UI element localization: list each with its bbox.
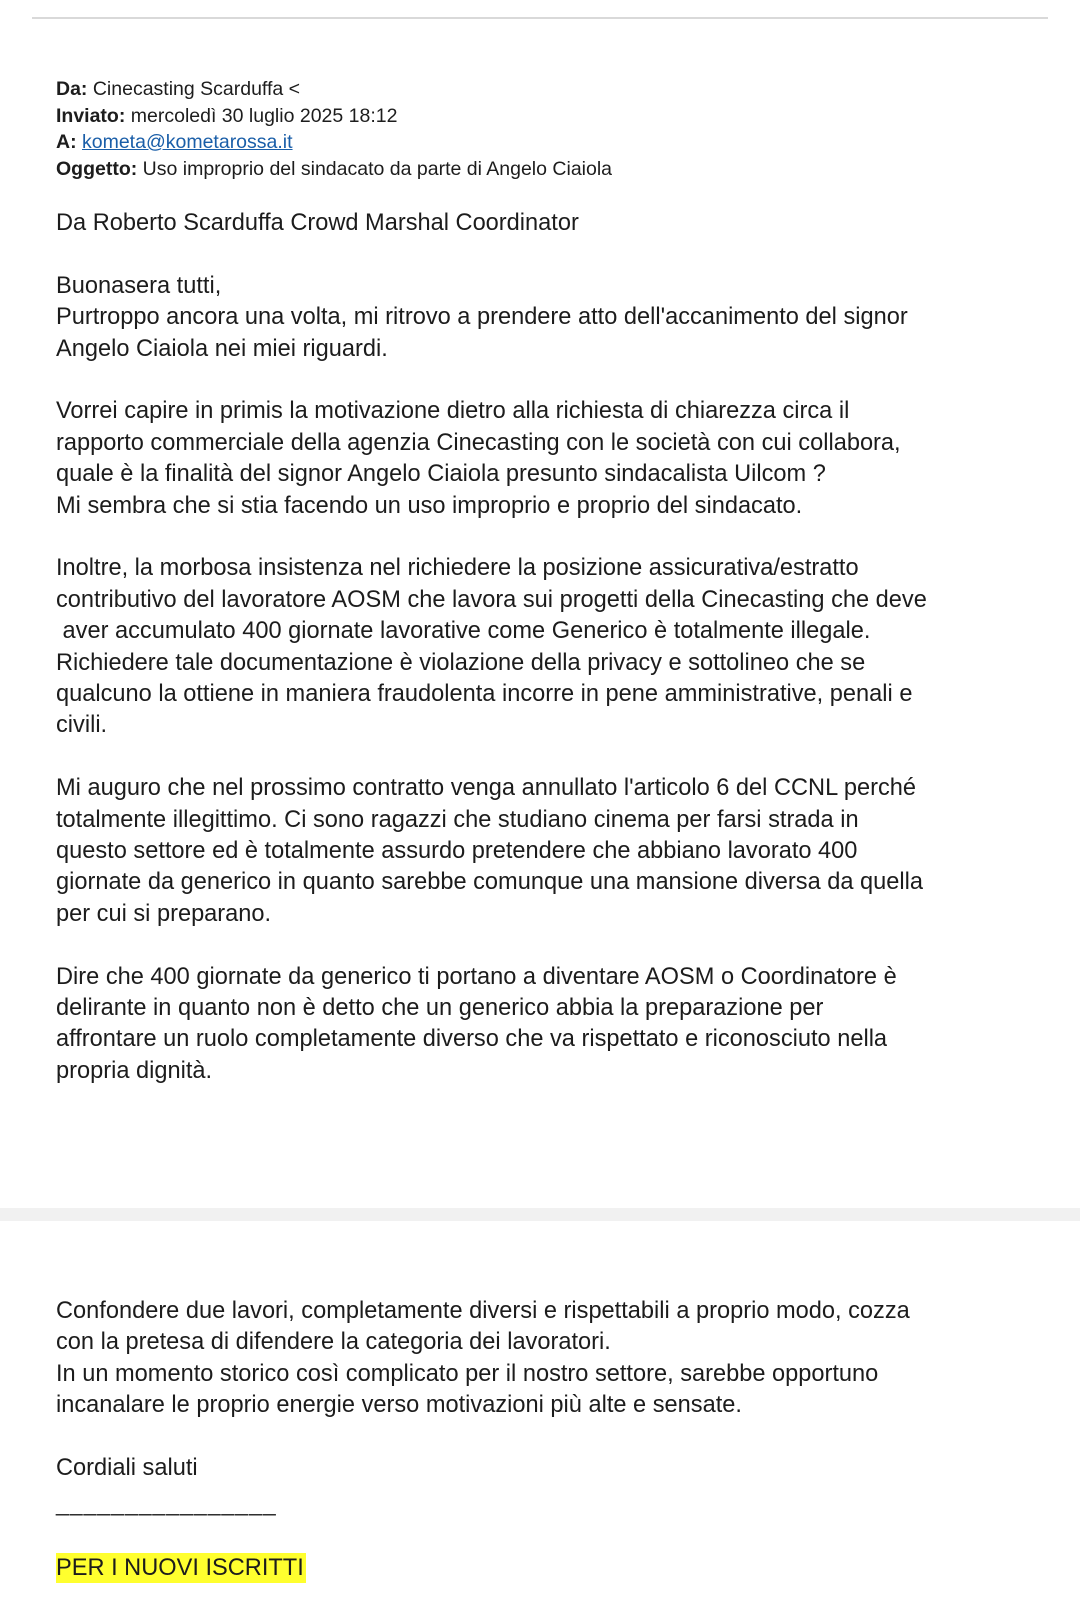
paragraph-3-line: contributivo del lavoratore AOSM che lavora sui progetti della Cinecasting che deve (56, 586, 927, 613)
sent-value: mercoledì 30 luglio 2025 18:12 (130, 104, 398, 127)
from-line (56, 76, 612, 103)
paragraph-2-line: Mi sembra che si stia facendo un uso improprio e proprio del sindacato. (56, 492, 803, 519)
paragraph-5-line: delirante in quanto non è detto che un generico abbia la preparazione per (56, 995, 824, 1022)
paragraph-6-line: In un momento storico così complicato per il nostro settore, sarebbe opportuno (56, 1360, 879, 1387)
email-header (56, 76, 612, 182)
paragraph-4-line: per cui si preparano. (56, 900, 272, 927)
signature-separator: ________________ (56, 1490, 277, 1516)
paragraph-4-line: giornate da generico in quanto sarebbe comunque una mansione diversa da quella (56, 869, 924, 896)
paragraph-3-line: aver accumulato 400 giornate lavorative come Generico è totalmente illegale. (56, 618, 871, 645)
email-body (56, 208, 1046, 1087)
paragraph-3-line: qualcuno la ottiene in maniera fraudolenta incorre in pene amministrative, penali e (56, 681, 913, 708)
closing: Cordiali saluti (56, 1455, 198, 1482)
to-label: A: (56, 131, 77, 153)
paragraph-2-line: Vorrei capire in primis la motivazione dietro alla richiesta di chiarezza circa il (56, 398, 850, 425)
paragraph-6-line: con la pretesa di difendere la categoria dei lavoratori. (56, 1329, 611, 1356)
subject-value: Uso improprio del sindacato da parte di Angelo Ciaiola (142, 157, 613, 180)
paragraph-4-line: questo settore ed è totalmente assurdo pretendere che abbiano lavorato 400 (56, 838, 858, 865)
greeting: Buonasera tutti, (56, 272, 222, 299)
paragraph-6-line: Confondere due lavori, completamente diversi e rispettabili a proprio modo, cozza (56, 1298, 910, 1324)
from-label: Da: (56, 78, 88, 100)
top-divider (32, 17, 1048, 19)
paragraph-6-line: incanalare le proprio energie verso motivazioni più alte e sensate. (56, 1392, 742, 1419)
paragraph-1-line: Purtroppo ancora una volta, mi ritrovo a prendere atto dell'accanimento del signor (56, 304, 908, 331)
paragraph-5-line: propria dignità. (56, 1057, 213, 1084)
paragraph-4-line: Mi auguro che nel prossimo contratto venga annullato l'articolo 6 del CCNL perché (56, 775, 917, 802)
paragraph-2-line: rapporto commerciale della agenzia Cinecasting con le società con cui collabora, (56, 429, 901, 456)
to-line (56, 129, 612, 156)
paragraph-5-line: Dire che 400 giornate da generico ti portano a diventare AOSM o Coordinatore è (56, 963, 897, 990)
subject-line (56, 156, 612, 183)
highlighted-banner: PER I NUOVI ISCRITTI (56, 1555, 304, 1581)
from-value: Cinecasting Scarduffa < (92, 78, 301, 100)
subject-label: Oggetto: (56, 157, 138, 180)
email-body-continued (56, 1296, 1046, 1484)
sent-label: Inviato: (56, 104, 126, 127)
sent-line (56, 103, 612, 130)
sender-line: Da Roberto Scarduffa Crowd Marshal Coordinator (56, 210, 579, 236)
paragraph-3-line: civili. (56, 712, 108, 739)
to-email-link[interactable]: kometa@kometarossa.it (82, 131, 293, 153)
paragraph-3-line: Inoltre, la morbosa insistenza nel richiedere la posizione assicurativa/estratto (56, 555, 859, 582)
paragraph-2-line: quale è la finalità del signor Angelo Ciaiola presunto sindacalista Uilcom ? (56, 461, 826, 488)
page-break-band (0, 1208, 1080, 1221)
paragraph-4-line: totalmente illegittimo. Ci sono ragazzi che studiano cinema per farsi strada in (56, 806, 859, 833)
paragraph-3-line: Richiedere tale documentazione è violazione della privacy e sottolineo che se (56, 649, 866, 676)
paragraph-1-line: Angelo Ciaiola nei miei riguardi. (56, 335, 388, 362)
paragraph-5-line: affrontare un ruolo completamente diverso che va rispettato e riconosciuto nella (56, 1026, 888, 1053)
